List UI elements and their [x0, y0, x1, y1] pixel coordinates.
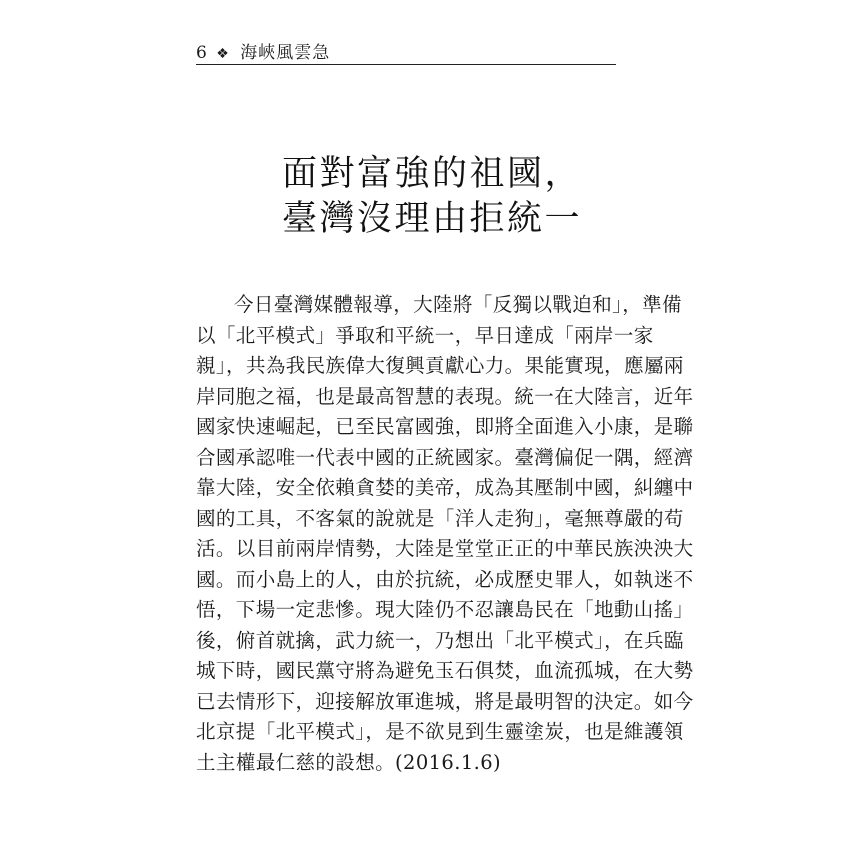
article-body: [196, 290, 694, 778]
body-line: 今日臺灣媒體報導，大陸將「反獨以戰迫和」，準備: [234, 293, 682, 316]
body-line: 已去情形下，迎接解放軍進城，將是最明智的決定。如今: [196, 689, 694, 713]
body-line: 土主權最仁慈的設想。(2016.1.6): [196, 750, 502, 774]
body-line: 國家快速崛起，已至民富國強，即將全面進入小康，是聯: [196, 415, 694, 438]
body-line: 親」，共為我民族偉大復興貢獻心力。果能實現，應屬兩: [196, 354, 684, 377]
body-line: 北京提「北平模式」，是不欲見到生靈塗炭，也是維護領: [196, 720, 684, 743]
body-line: 國。而小島上的人，由於抗統，必成歷史罪人，如執迷不: [196, 567, 694, 591]
running-header: [196, 38, 330, 63]
body-line: 靠大陸，安全依賴貪婪的美帝，成為其壓制中國，糾纏中: [196, 476, 694, 499]
body-line: 合國承認唯一代表中國的正統國家。臺灣偏促一隅，經濟: [196, 445, 694, 469]
article-title-line-2: 臺灣沒理由拒統一: [282, 199, 583, 239]
body-line: 岸同胞之福，也是最高智慧的表現。統一在大陸言，近年: [196, 384, 694, 408]
body-line: 後，俯首就擒，武力統一，乃想出「北平模式」，在兵臨: [196, 628, 684, 652]
book-title: 海峽風雲急: [240, 43, 331, 63]
body-line: 悟，下場一定悲慘。現大陸仍不忍讓島民在「地動山搖」: [196, 598, 694, 621]
article-title-line-1: 面對富強的祖國，: [282, 154, 583, 194]
body-line: 以「北平模式」爭取和平統一，早日達成「兩岸一家: [196, 323, 654, 347]
body-line: 活。以目前兩岸情勢，大陸是堂堂正正的中華民族泱泱大: [196, 537, 694, 560]
body-line: 城下時，國民黨守將為避免玉石俱焚，血流孤城，在大勢: [196, 659, 694, 682]
page-number: 6: [196, 43, 208, 63]
header-rule: [196, 64, 616, 65]
body-line: 國的工具，不客氣的說就是「洋人走狗」，毫無尊嚴的苟: [196, 506, 684, 530]
ornament-icon: ❖: [216, 46, 230, 62]
